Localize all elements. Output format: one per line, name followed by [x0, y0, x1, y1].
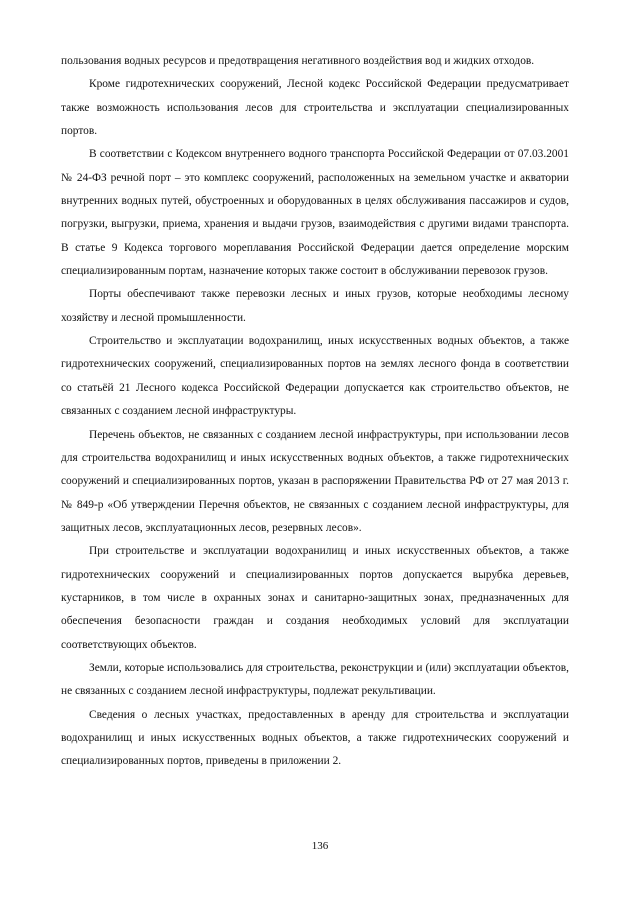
paragraph: Строительство и эксплуатации водохранилищ, иных искусственных водных объектов, а также гидротехнических сооружений, специализированных портов на землях лесного фонда в соответствии со статьёй 21 Лесного кодекса Российской Федерации допускается как строительство объектов, не связанных с созданием лесной инфраструктуры.	[61, 335, 569, 418]
paragraph: Перечень объектов, не связанных с созданием лесной инфраструктуры, при использовании лесов для строительства водохранилищ и иных искусственных водных объектов, а также гидротехнических сооружений и специализированных портов, указан в распоряжении Правительства РФ от 27 мая 2013 г. № 849-р «Об утверждении Перечня объектов, не связанных с созданием лесной инфраструктуры, для защитных лесов, эксплуатационных лесов, резервных лесов».	[61, 428, 569, 534]
page-body	[61, 0, 569, 774]
paragraph: В соответствии с Кодексом внутреннего водного транспорта Российской Федерации от 07.03.2001 № 24-ФЗ речной порт – это комплекс сооружений, расположенных на земельном участке и акватории внутренних водных путей, обустроенных и оборудованных в целях обслуживания пассажиров и судов, погрузки, выгрузки, приема, хранения и выдачи грузов, взаимодействия с другими видами транспорта. В статье 9 Кодекса торгового мореплавания Российской Федерации дается определение морским специализированным портам, назначение которых также состоит в обслуживании перевозок грузов.	[61, 148, 569, 278]
paragraph: Земли, которые использовались для строительства, реконструкции и (или) эксплуатации объектов, не связанных с созданием лесной инфраструктуры, подлежат рекультивации.	[61, 661, 569, 698]
paragraph: При строительстве и эксплуатации водохранилищ и иных искусственных объектов, а также гидротехнических сооружений и специализированных портов допускается вырубка деревьев, кустарников, в том числе в охранных зонах и санитарно-защитных зонах, предназначенных для обеспечения безопасности граждан и создания необходимых условий для эксплуатации соответствующих объектов.	[61, 545, 569, 651]
paragraph: Сведения о лесных участках, предоставленных в аренду для строительства и эксплуатации водохранилищ и иных искусственных водных объектов, а также гидротехнических сооружений и специализированных портов, приведены в приложении 2.	[61, 708, 569, 768]
paragraph: Порты обеспечивают также перевозки лесных и иных грузов, которые необходимы лесному хозяйству и лесной промышленности.	[61, 288, 569, 324]
paragraph: Кроме гидротехнических сооружений, Лесной кодекс Российской Федерации предусматривает также возможность использования лесов для строительства и эксплуатации специализированных портов.	[61, 78, 569, 138]
paragraph-continuation: пользования водных ресурсов и предотвращения негативного воздействия вод и жидких отходов.	[61, 55, 535, 67]
page-number: 136	[311, 840, 329, 852]
